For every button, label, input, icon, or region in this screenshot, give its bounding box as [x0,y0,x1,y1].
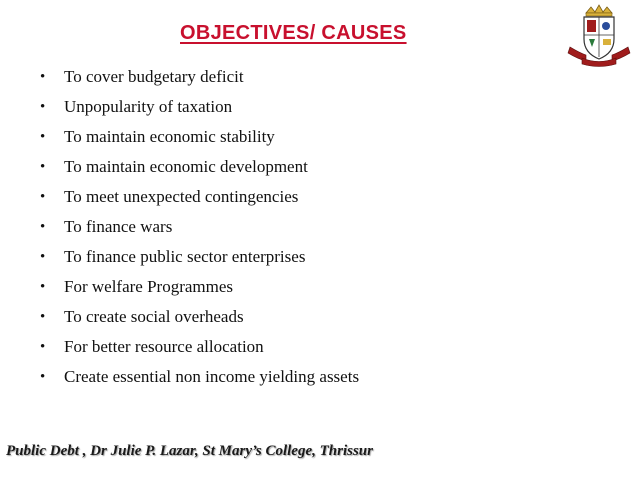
list-item-text: For better resource allocation [64,337,264,356]
list-item-text: To maintain economic stability [64,127,275,146]
list-item-text: To meet unexpected contingencies [64,187,299,206]
bullet-marker: • [40,338,46,355]
slide-footer: Public Debt , Dr Julie P. Lazar, St Mary’s College, Thrissur [6,443,373,459]
list-item [40,182,359,212]
list-item [40,362,359,392]
list-item-text: To create social overheads [64,307,244,326]
list-item [40,302,359,332]
bullet-marker: • [40,68,46,85]
bullet-marker: • [40,278,46,295]
list-item-text: Create essential non income yielding assets [64,367,360,386]
slide-title: OBJECTIVES/ CAUSES [180,22,407,44]
list-item-text: Unpopularity of taxation [64,97,233,116]
bullet-marker: • [40,308,46,325]
list-item-text: To cover budgetary deficit [64,67,244,86]
list-item [40,212,359,242]
bullet-marker: • [40,98,46,115]
bullet-marker: • [40,368,46,385]
list-item [40,332,359,362]
bullet-marker: • [40,158,46,175]
list-item [40,152,359,182]
list-item-text: To maintain economic development [64,157,308,176]
list-item [40,62,359,92]
list-item [40,242,359,272]
list-item [40,122,359,152]
list-item [40,272,359,302]
college-crest-icon [566,3,632,69]
bullet-list [40,62,359,392]
bullet-marker: • [40,218,46,235]
list-item-text: To finance public sector enterprises [64,247,306,266]
bullet-marker: • [40,188,46,205]
list-item-text: For welfare Programmes [64,277,234,296]
list-item-text: To finance wars [64,217,173,236]
bullet-marker: • [40,128,46,145]
list-item [40,92,359,122]
bullet-marker: • [40,248,46,265]
